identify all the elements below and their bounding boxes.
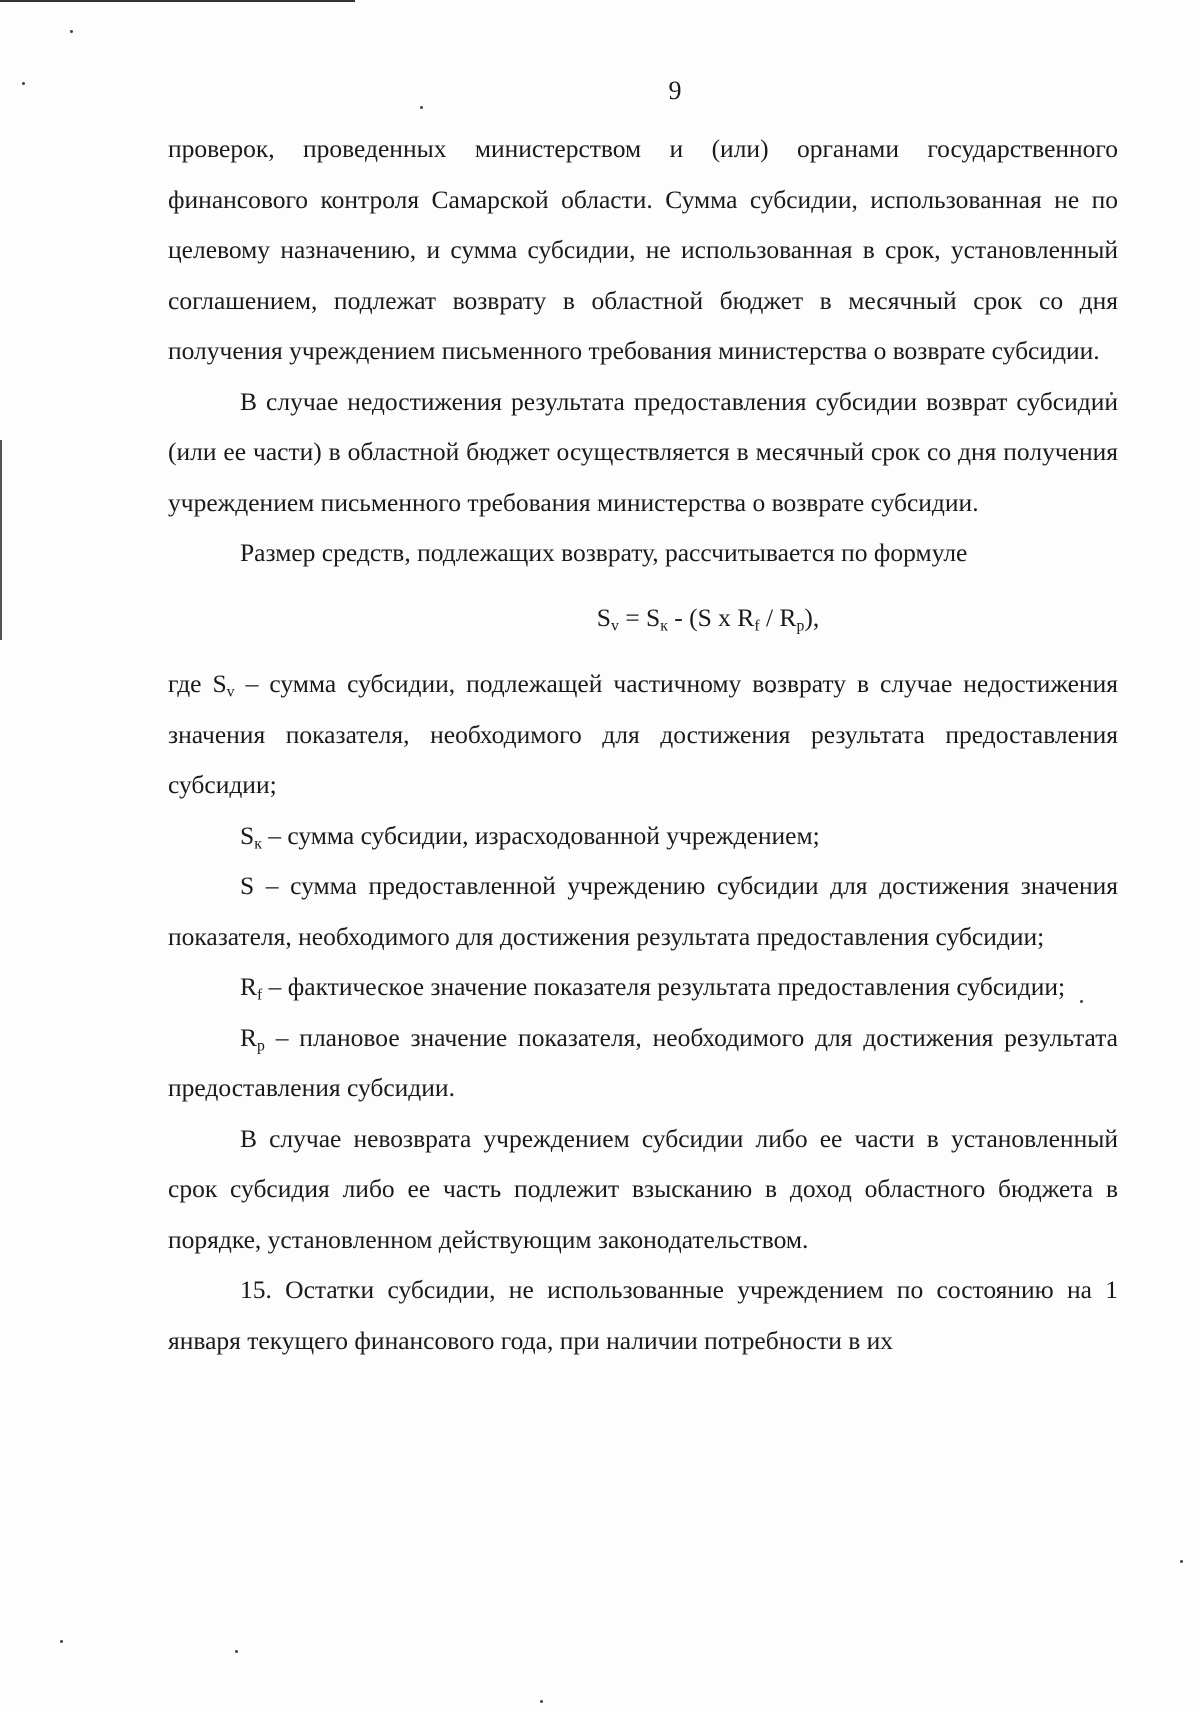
definition-s: S – сумма предоставленной учреждению субсидии для достижения значения показателя, необходимого для достижения результата предоставления субсидии; [168, 871, 1118, 951]
scan-speck [420, 106, 423, 109]
definition-rp-text: – плановое значение показателя, необходимого для достижения результата предоставления субсидии. [168, 1022, 1118, 1102]
formula-sv-sub: v [610, 616, 619, 634]
formula-sv-base: S [596, 602, 611, 632]
definition-sk-text: – сумма субсидии, израсходованной учреждением; [261, 820, 820, 850]
definition-rp-base: R [240, 1022, 258, 1052]
paragraph-formula-intro: Размер средств, подлежащих возврату, рассчитывается по формуле [240, 538, 968, 567]
scan-speck [70, 30, 73, 33]
paragraph-non-return: В случае невозврата учреждением субсидии либо ее части в установленный срок субсидия либо ее часть подлежит взысканию в доход областного бюджета в порядке, установленном действующим законодательством. [168, 1123, 1118, 1254]
definition-rf-sub: f [257, 986, 263, 1004]
formula-mid: - (S x R [667, 602, 755, 632]
paragraph-return-on-failure: В случае недостижения результата предоставления субсидии возврат субсидии (или ее части) в областной бюджет осуществляется в месячный срок со дня получения учреждением письменного требования министерства о возврате субсидии. [168, 386, 1118, 517]
scan-speck [540, 1700, 543, 1703]
definition-sv [168, 659, 1118, 811]
definition-rf-base: R [240, 972, 258, 1001]
definition-rp-sub: p [257, 1036, 265, 1054]
scan-speck [235, 1650, 238, 1653]
definition-sv-prefix: где S [168, 669, 227, 698]
definition-sk-sub: к [254, 834, 262, 852]
formula-eq: = [618, 602, 647, 632]
document-body [168, 124, 1118, 1366]
paragraph-item-15: 15. Остатки субсидии, не использованные учреждением по состоянию на 1 января текущего финансового года, при наличии потребности в их [168, 1275, 1118, 1355]
definition-rp [168, 1013, 1118, 1114]
formula-slash: / R [759, 602, 797, 632]
formula-end: ), [804, 602, 820, 632]
paragraph-continuation: проверок, проведенных министерством и (или) органами государственного финансового контроля Самарской области. Сумма субсидии, использованная не по целевому назначению, и сумма субсидии, не использованная в срок, установленный соглашением, подлежат возврату в областной бюджет в месячный срок со дня получения учреждением письменного требования министерства о возврате субсидии. [168, 134, 1118, 365]
top-rule [0, 0, 355, 2]
definition-sk [168, 811, 1118, 862]
page-number: 9 [668, 76, 682, 105]
definition-sv-sub: v [226, 683, 235, 701]
formula-sk-sub: к [660, 616, 668, 634]
definition-rf [168, 962, 1118, 1013]
formula-sk-base: S [646, 602, 661, 632]
scan-speck [60, 1640, 63, 1643]
definition-sk-base: S [240, 820, 255, 850]
formula-rf-sub: f [754, 616, 760, 634]
refund-formula [168, 593, 1118, 644]
formula-rp-sub: p [796, 616, 805, 634]
definition-rf-text: – фактическое значение показателя результата предоставления субсидии; [262, 972, 1066, 1001]
definition-sv-text: – сумма субсидии, подлежащей частичному возврату в случае недостижения значения показателя, необходимого для достижения результата предоставления субсидии; [168, 669, 1118, 799]
left-margin-line [0, 440, 2, 640]
scan-speck [1180, 1560, 1183, 1563]
